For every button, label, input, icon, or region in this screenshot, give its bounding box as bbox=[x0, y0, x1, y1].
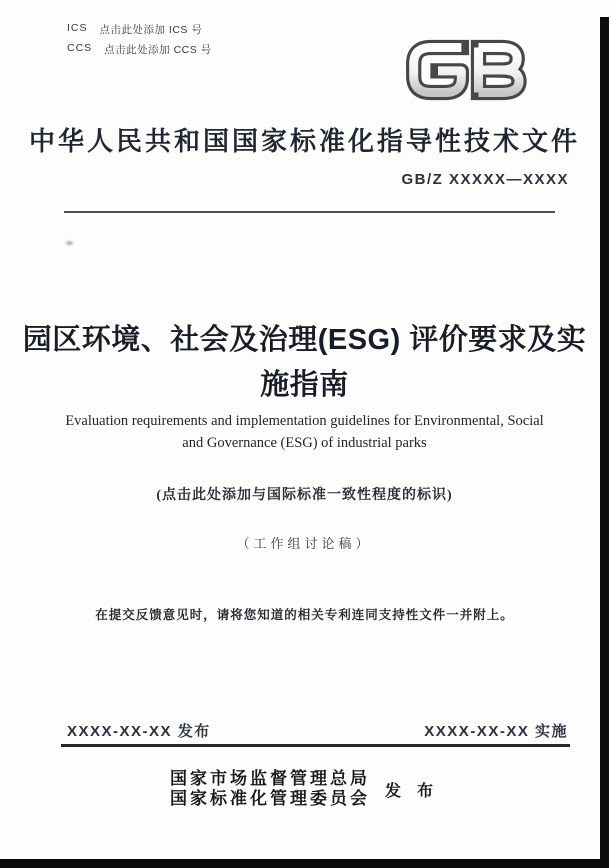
patent-notice: 在提交反馈意见时，请将您知道的相关专利连同支持性文件一并附上。 bbox=[95, 608, 514, 622]
implementation-date: XXXX-XX-XX 实施 bbox=[424, 723, 568, 740]
issuer-line2: 国家标准化管理委员会 bbox=[169, 788, 370, 808]
issuer-line1: 国家市场监督管理总局 bbox=[169, 769, 370, 788]
gb-logo-icon bbox=[398, 34, 550, 106]
document-title-en-line1: Evaluation requirements and implementation guidelines for Environmental, Social bbox=[65, 413, 544, 429]
issuer-names bbox=[170, 769, 370, 808]
document-title-zh bbox=[0, 318, 609, 408]
issuer-block bbox=[0, 769, 609, 808]
document-title-en-line2: and Governance (ESG) of industrial parks bbox=[182, 435, 427, 451]
document-title-zh-line1: 园区环境、社会及治理(ESG) 评价要求及实 bbox=[22, 324, 587, 356]
scan-edge-bottom bbox=[0, 859, 609, 868]
draft-stage-note: （工作组讨论稿） bbox=[236, 536, 373, 551]
document-title-en bbox=[0, 410, 609, 454]
ccs-line bbox=[67, 42, 212, 57]
scan-edge-right bbox=[600, 17, 609, 868]
ics-placeholder[interactable]: 点击此处添加 ICS 号 bbox=[99, 24, 203, 36]
issue-verb: 发 布 bbox=[384, 783, 439, 800]
footer-rule bbox=[61, 744, 570, 747]
header-rule bbox=[64, 211, 555, 213]
ccs-placeholder[interactable]: 点击此处添加 CCS 号 bbox=[104, 44, 212, 56]
doc-category-title: 中华人民共和国国家标准化指导性技术文件 bbox=[28, 126, 580, 156]
ics-label: ICS bbox=[67, 22, 88, 34]
release-date: XXXX-XX-XX 发布 bbox=[67, 723, 211, 740]
consistency-placeholder[interactable]: (点击此处添加与国际标准一致性程度的标识) bbox=[156, 488, 453, 503]
scan-artifact bbox=[66, 241, 73, 245]
ccs-label: CCS bbox=[67, 42, 93, 54]
standard-code: GB/Z XXXXX—XXXX bbox=[401, 171, 569, 188]
document-title-zh-line2: 施指南 bbox=[260, 369, 349, 401]
ics-line bbox=[67, 22, 202, 37]
